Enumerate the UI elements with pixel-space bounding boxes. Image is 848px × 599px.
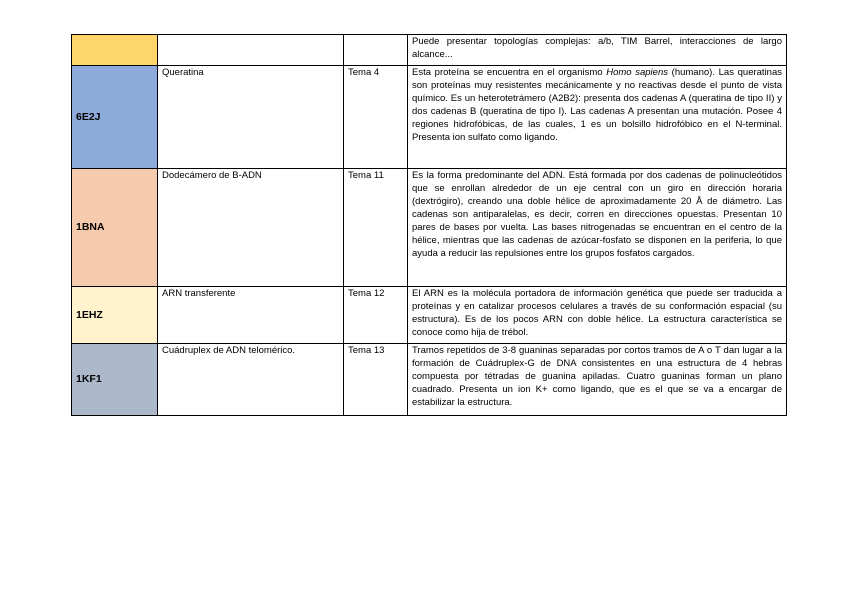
protein-table (71, 34, 787, 416)
protein-name-cell: ARN transferente (158, 287, 344, 344)
species-name: Homo sapiens (606, 67, 668, 78)
topic-cell: Tema 13 (344, 344, 408, 416)
description-text: (humano). Las queratinas son proteínas muy resistentes mecánicamente y no reactivas desde el punto de vista químico. Es un heterotetrámero (A2B2): presenta dos cadenas A (queratina de tipo II) y dos cadenas B (queratina de tipo I). Las cadenas A presentan una mutación. Posee 4 regiones hidrofóbicas, de las cuales, 1 es un bolsillo hidrofóbico en el N-terminal. Presenta ion sulfato como ligando. (412, 67, 782, 143)
pdb-id-cell: 1BNA (72, 169, 158, 287)
description-cell (408, 66, 787, 169)
topic-cell (344, 35, 408, 66)
description-cell: Puede presentar topologías complejas: a/b, TIM Barrel, interacciones de largo alcance... (408, 35, 787, 66)
protein-name-cell: Queratina (158, 66, 344, 169)
pdb-id-cell: 1EHZ (72, 287, 158, 344)
topic-cell: Tema 4 (344, 66, 408, 169)
protein-name-cell: Cuádruplex de ADN telomérico. (158, 344, 344, 416)
table-row (72, 344, 787, 416)
topic-cell: Tema 12 (344, 287, 408, 344)
protein-name-cell: Dodecámero de B-ADN (158, 169, 344, 287)
pdb-id-cell: 6E2J (72, 66, 158, 169)
protein-name-cell (158, 35, 344, 66)
pdb-id-cell: 1KF1 (72, 344, 158, 416)
table-row (72, 35, 787, 66)
table-row (72, 66, 787, 169)
table-row (72, 169, 787, 287)
table-row (72, 287, 787, 344)
description-cell: El ARN es la molécula portadora de información genética que puede ser traducida a proteínas y en catalizar procesos celulares a través de su conformación espacial (su estructura). Es de los pocos ARN con doble hélice. La estructura característica se conoce como hija de trébol. (408, 287, 787, 344)
pdb-id-cell (72, 35, 158, 66)
description-cell: Tramos repetidos de 3-8 guaninas separadas por cortos tramos de A o T dan lugar a la formación de Cuádruplex-G de DNA consistentes en una estructura de 4 hebras compuesta por tétradas de guanina apiladas. Cuatro guaninas forman un plano cuadrado. Presenta un ion K+ como ligando, que es el que se va a encargar de estabilizar la estructura. (408, 344, 787, 416)
topic-cell: Tema 11 (344, 169, 408, 287)
description-text: Esta proteína se encuentra en el organismo (412, 67, 607, 78)
description-cell: Es la forma predominante del ADN. Está formada por dos cadenas de polinucleótidos que se enrollan alrededor de un eje central con un giro en dirección horaria (dextrógiro), creando una doble hélice de aproximadamente 20 Å de diámetro. Las cadenas son antiparalelas, es decir, corren en direcciones opuestas. Presentan 10 pares de bases por vuelta. Las bases nitrogenadas se encuentran en el centro de la hélice, mientras que las cadenas de azúcar-fosfato se disponen en la periferia, lo que ayuda a reducir las repulsiones entre los grupos fosfatos cargados. (408, 169, 787, 287)
